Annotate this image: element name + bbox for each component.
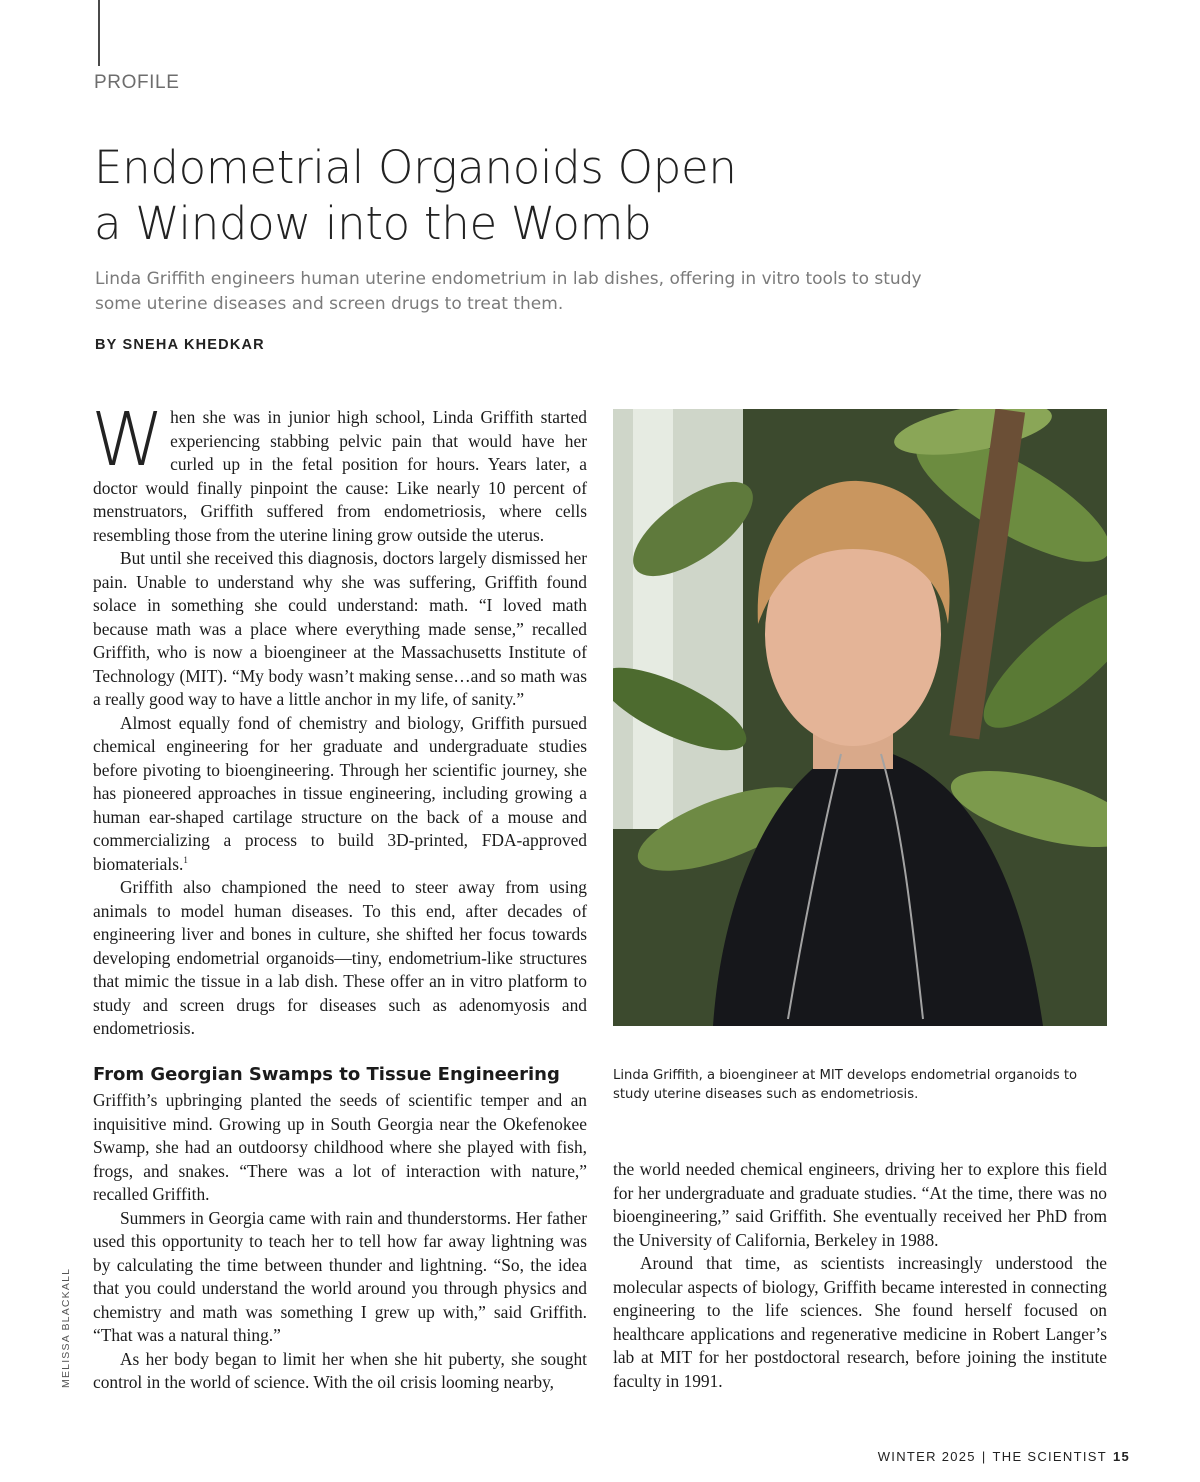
section2-paragraph-1: Griffith’s upbringing planted the seeds of scientific temper and an inquisitive mind. Growing up in South Georgia near the Okefenokee Swamp, she had an outdoorsy childhood where she played with fish, frogs, and snakes. “There was a lot of interaction with nature,” recalled Griffith.	[93, 1090, 587, 1204]
right-paragraph-2: Around that time, as scientists increasingly understood the molecular aspects of biology, Griffith became interested in connecting engineering to the life sciences. She found herself focused on healthcare applications and regenerative medicine in Robert Langer’s lab at MIT for her postdoctoral research, before joining the institute faculty in 1991.	[613, 1253, 1107, 1391]
drop-cap: W	[91, 397, 165, 483]
intro-paragraph-3-text: Almost equally fond of chemistry and biology, Griffith pursued chemical engineering for her graduate and undergraduate studies before pivoting to bioengineering. Through her scientific journey, she has pioneered approaches in tissue engineering, including growing a human ear-shaped cartilage structure on the back of a mouse and commercializing a process to build 3D-printed, FDA-approved biomaterials.	[93, 712, 587, 874]
page-footer	[878, 1449, 1130, 1464]
section-label: PROFILE	[94, 72, 180, 93]
section-subhead: From Georgian Swamps to Tissue Engineering	[93, 1064, 560, 1085]
photo-caption: Linda Griffith, a bioengineer at MIT develops endometrial organoids to study uterine diseases such as endometriosis.	[613, 1068, 1078, 1102]
footnote-marker: 1	[183, 854, 188, 865]
intro-paragraph-3	[93, 712, 587, 877]
right-paragraph-1: the world needed chemical engineers, driving her to explore this field for her undergraduate and graduate studies. “At the time, there was no bioengineering,” said Griffith. She eventually received her PhD from the University of California, Berkeley in 1988.	[613, 1159, 1107, 1250]
intro-paragraph-1-text: hen she was in junior high school, Linda Griffith started experiencing stabbing pelvic pain that would have her curled up in the fetal position for hours. Years later, a doctor would finally pinpoint the cause: Like nearly 10 percent of menstruators, Griffith suffered from endometriosis, where cells resembling those from the uterine lining grow outside the uterus.	[93, 407, 587, 545]
footer-publication: THE SCIENTIST	[992, 1449, 1107, 1464]
headline	[94, 140, 994, 252]
section2-column	[93, 1089, 587, 1395]
page-number: 15	[1112, 1449, 1130, 1464]
intro-paragraph-1	[91, 397, 587, 547]
section2-paragraph-3: As her body began to limit her when she hit puberty, she sought control in the world of science. With the oil crisis looming nearby,	[93, 1348, 587, 1392]
footer-issue: WINTER 2025	[877, 1449, 976, 1464]
deck: Linda Griffith engineers human uterine endometrium in lab dishes, offering in vitro tools to study some uterine diseases and screen drugs to treat them.	[95, 269, 922, 314]
intro-column	[91, 397, 587, 1041]
intro-paragraph-4: Griffith also championed the need to steer away from using animals to model human diseases. To this end, after decades of engineering liver and bones in culture, she shifted her focus towards developing endometrial organoids—tiny, endometrium-like structures that mimic the tissue in a lab dish. These offer an in vitro platform to study and screen drugs for diseases such as adenomyosis and endometriosis.	[93, 877, 587, 1038]
footer-separator: |	[981, 1449, 987, 1464]
section2-paragraph-2: Summers in Georgia came with rain and thunderstorms. Her father used this opportunity to teach her to tell how far away lightning was by calculating the time between thunder and lightning. “So, the idea that you could understand the world around you through physics and chemistry and math was something I grew up with,” said Griffith. “That was a natural thing.”	[93, 1207, 587, 1345]
top-rule	[98, 0, 100, 66]
headline-line-2: a Window into the Womb	[94, 197, 652, 250]
right-column	[613, 1158, 1107, 1393]
intro-paragraph-2: But until she received this diagnosis, doctors largely dismissed her pain. Unable to understand why she was suffering, Griffith found solace in something she could understand: math. “I loved math because math was a place where everything made sense,” recalled Griffith, who is now a bioengineer at the Massachusetts Institute of Technology (MIT). “My body wasn’t making sense…and so math was a really good way to have a little anchor in my life, of sanity.”	[93, 548, 587, 709]
photo-credit: MELISSA BLACKALL	[60, 1267, 72, 1388]
headline-line-1: Endometrial Organoids Open	[94, 141, 737, 194]
byline: BY SNEHA KHEDKAR	[95, 337, 265, 353]
portrait-photo	[613, 409, 1107, 1026]
